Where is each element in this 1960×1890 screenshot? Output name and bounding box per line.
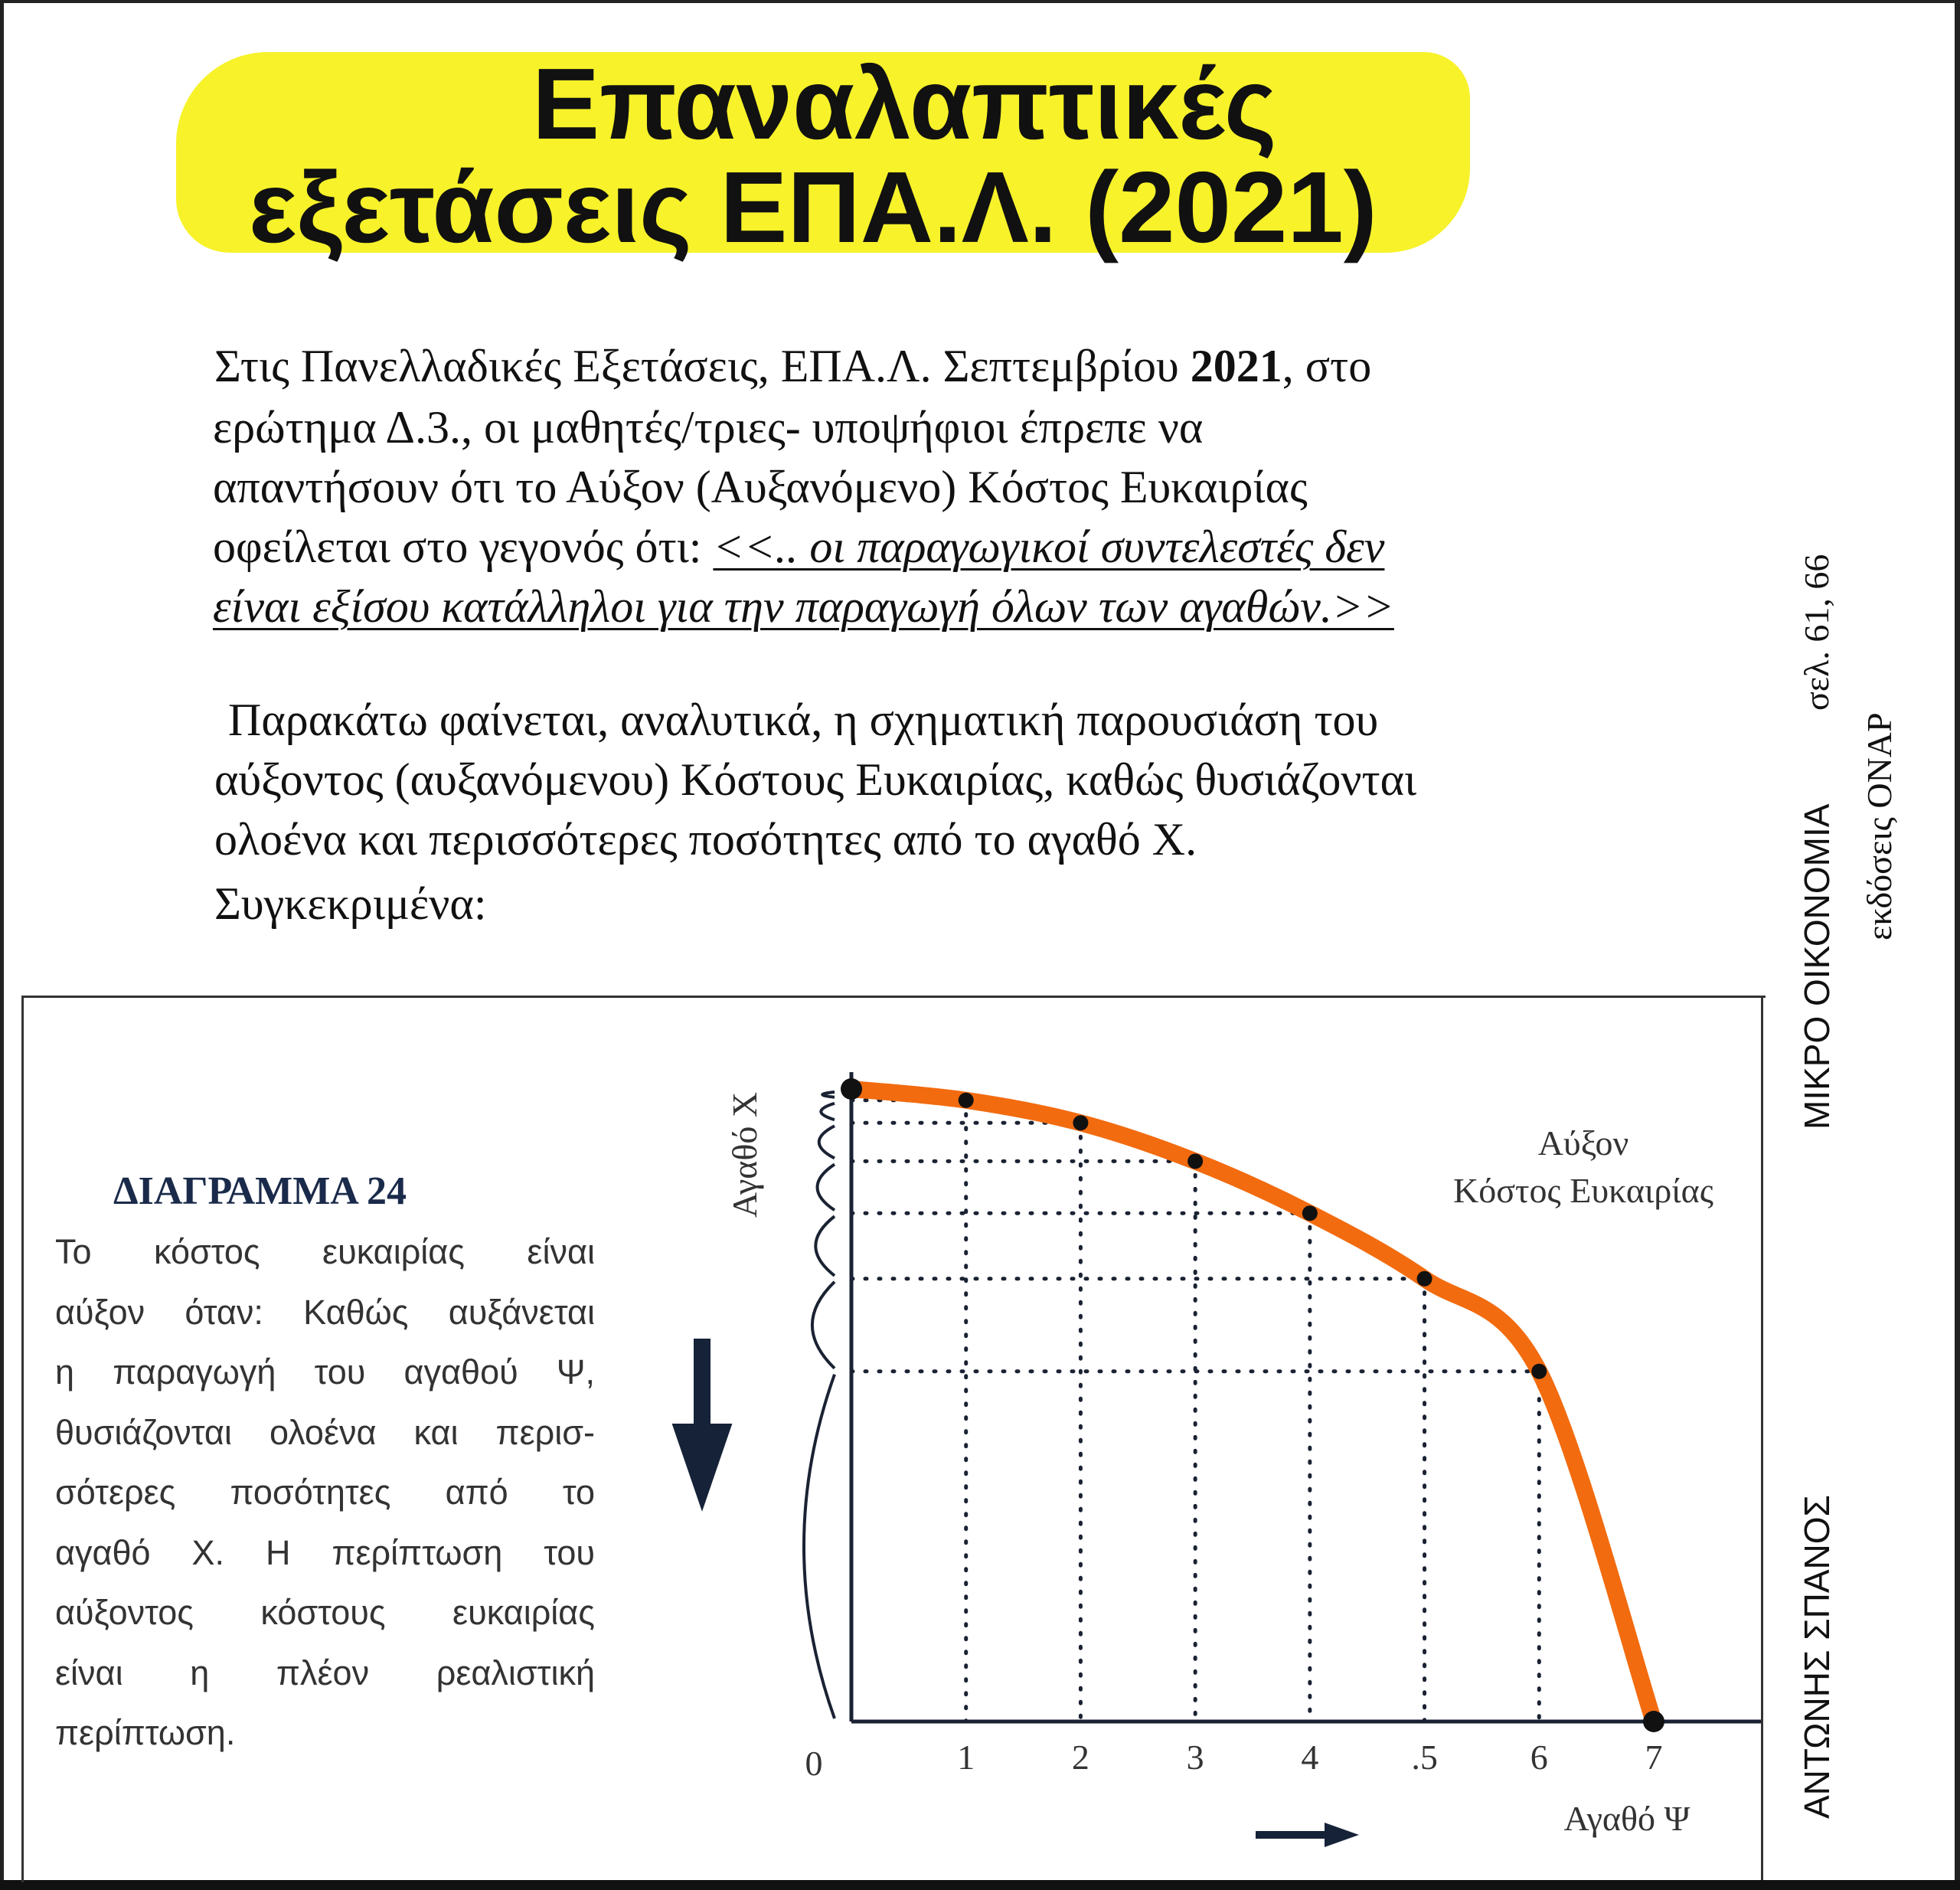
sacrifice-bracket [821, 1104, 835, 1120]
sacrifice-bracket [804, 1375, 835, 1718]
caption-line: Το κόστος ευκαιρίας είναι [55, 1232, 595, 1271]
x-tick-label: 7 [1645, 1738, 1663, 1777]
data-point [841, 1078, 862, 1100]
intro-quote-start: <<.. οι παραγωγικοί συντελεστές δεν [713, 522, 1385, 572]
caption-line: η παραγωγή του αγαθού Ψ, [55, 1352, 595, 1391]
data-point [1417, 1271, 1432, 1287]
y-axis-title: Αγαθό Χ [725, 1091, 764, 1218]
side-author: ΑΝΤΩΝΗΣ ΣΠΑΝΟΣ [1797, 1495, 1837, 1819]
x-axis-title: Αγαθό Ψ [1563, 1799, 1690, 1838]
caption-line: αύξον όταν: Καθώς αυξάνεται [55, 1292, 595, 1332]
side-publisher: εκδόσεις ΟΝΑΡ [1860, 712, 1899, 940]
data-point [959, 1093, 974, 1108]
intro-line-1-a: Στις Πανελλαδικές Εξετάσεις, ΕΠΑ.Λ. Σεπτεμβρίου [214, 341, 1191, 391]
caption-line: αγαθό Χ. Η περίπτωση του [55, 1532, 595, 1572]
explanation-line-4: Συγκεκριμένα: [214, 878, 487, 929]
data-point [1187, 1153, 1203, 1169]
x-tick-label: 4 [1301, 1738, 1319, 1777]
intro-line-2: ερώτημα Δ.3., οι μαθητές/τριες- υποψήφιοι έπρεπε να [213, 402, 1204, 453]
x-tick-label: .5 [1411, 1738, 1438, 1777]
data-point [1073, 1115, 1088, 1130]
explanation-line-1: Παρακάτω φαίνεται, αναλυτικά, η σχηματική παρουσιάση του [228, 695, 1379, 745]
caption-line: είναι η πλέον ρεαλιστική [55, 1653, 595, 1692]
sacrifice-bracket [815, 1216, 835, 1276]
sacrifice-bracket [812, 1282, 835, 1368]
data-point [1531, 1364, 1547, 1379]
intro-line-4-a: οφείλεται στο γεγονός ότι: [213, 522, 714, 572]
intro-line-3: απαντήσουν ότι το Αύξον (Αυξανόμενο) Κόστος Ευκαιρίας [213, 462, 1308, 512]
data-point [1643, 1711, 1664, 1732]
side-pages: σελ. 61, 66 [1797, 554, 1836, 711]
x-tick-label: 2 [1071, 1738, 1089, 1777]
data-point [1302, 1205, 1318, 1221]
origin-label: 0 [805, 1744, 823, 1783]
x-tick-label: 6 [1530, 1738, 1548, 1777]
caption-line: περίπτωση. [55, 1713, 236, 1752]
caption-line: αύξοντος κόστους ευκαιρίας [55, 1593, 595, 1632]
explanation-line-2: αύξοντος (αυξανόμενου) Κόστους Ευκαιρίας, καθώς θυσιάζονται [214, 754, 1417, 805]
side-book-title: ΜΙΚΡΟ ΟΙΚΟΝΟΜΙΑ [1797, 803, 1837, 1130]
sacrifice-bracket [822, 1092, 835, 1097]
sacrifice-bracket [818, 1164, 835, 1210]
chart-title-line-2: Κόστος Ευκαιρίας [1453, 1171, 1713, 1210]
x-tick-label: 1 [957, 1738, 975, 1777]
right-arrow-icon [1325, 1823, 1359, 1847]
intro-line-1-c: , στο [1282, 341, 1372, 391]
title-line-2: εξετάσεις ΕΠΑ.Λ. (2021) [249, 151, 1377, 263]
down-arrow-icon [684, 1339, 720, 1486]
x-tick-label: 3 [1186, 1738, 1204, 1777]
sacrifice-bracket [819, 1126, 835, 1158]
explanation-line-3: ολοένα και περισσότερες ποσότητες από το αγαθό Χ. [214, 814, 1197, 865]
intro-year: 2021 [1190, 341, 1282, 391]
chart-title-line-1: Αύξον [1537, 1123, 1629, 1162]
caption-line: θυσιάζονται ολοένα και περισ- [55, 1412, 595, 1452]
title-line-1: Επαναλαπτικές [532, 47, 1277, 160]
caption-line: σότερες ποσότητες από το [55, 1473, 595, 1512]
diagram-caption-title: ΔΙΑΓΡΑΜΜΑ 24 [113, 1169, 407, 1213]
intro-quote-end: είναι εξίσου κατάλληλοι για την παραγωγή όλων των αγαθών.>> [213, 581, 1394, 632]
